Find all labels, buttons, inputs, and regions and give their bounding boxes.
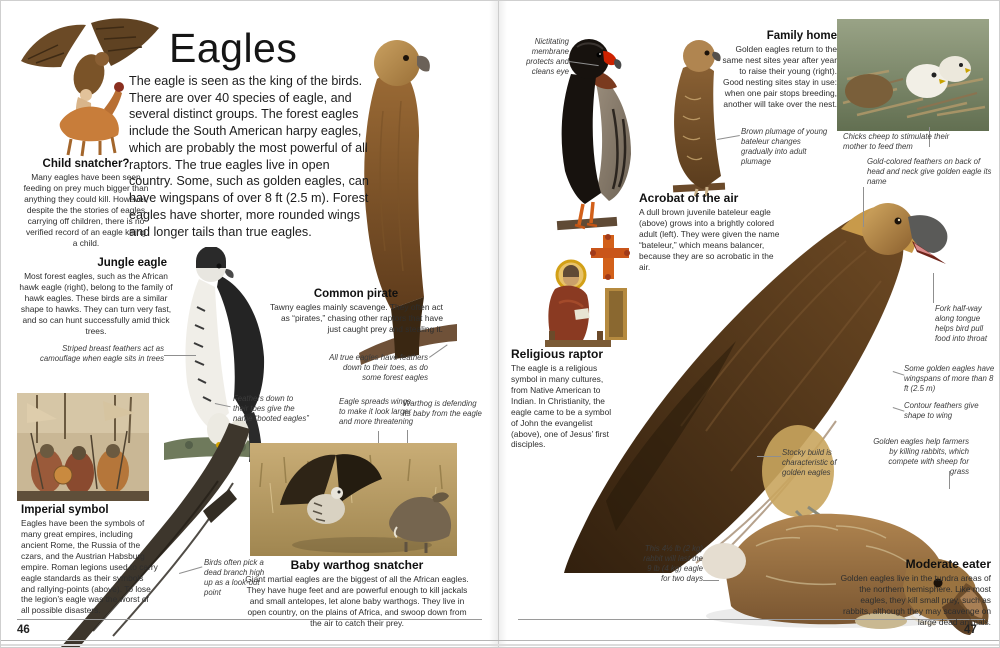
page-bottom-edge: [1, 640, 1000, 641]
section-body: Golden eagles return to the same nest sites year after year to raise their young (right). Good nesting sites stay in use: when one pair stops breeding, another will take over the nest.: [722, 44, 837, 109]
leader-line: [933, 273, 934, 303]
intro-paragraph: The eagle is seen as the king of the birds. There are over 40 species of eagle, and several distinct groups. The forest eagles include the South American harpy eagles, which are probably the most powerful of all raptors. The true eagles live in open country. Some, such as golden eagles, can have wingspans of over 8 ft (2.5 m). Forest eagles have shorter, more rounded wings and longer tails than true eagles.: [129, 74, 369, 239]
leader-line: [757, 456, 781, 457]
leader-line: [703, 580, 719, 581]
section-body: Giant martial eagles are the biggest of all the African eagles. They have huge feet and are powerful enough to kill jackals and small antelopes, let alone baby warthogs. They live in open country, on the plains of Africa, and swoop down from the air to catch their prey.: [245, 574, 469, 628]
annotation-help-farmers: Golden eagles help farmers by killing rabbits, which compete with sheep for grass: [873, 437, 969, 476]
leader-line: [378, 431, 379, 443]
gutter-line: [498, 1, 499, 648]
section-common-pirate: [269, 288, 443, 335]
section-baby-warthog-snatcher: [241, 558, 473, 629]
martial-eagle-warthog-photo: [250, 443, 457, 556]
annotation-warthog-defending: Warthog is defending its baby from the eagle: [403, 399, 482, 418]
page-title: Eagles: [169, 25, 298, 71]
annotation-contour-feathers: Contour feathers give shape to wing: [904, 401, 979, 420]
section-body: Most forest eagles, such as the African hawk eagle (right), belong to the family of hawk eagles. These birds are a similar shape to hawks. They can turn very fast, and so can hunt successfully amid thick trees.: [19, 271, 173, 336]
leader-line: [407, 430, 408, 443]
annotation-striped-breast: Striped breast feathers act as camouflage when eagle sits in trees: [40, 344, 164, 363]
section-heading: Baby warthog snatcher: [290, 558, 424, 572]
annotation-feathers-to-toes: Feathers down to their toes give the name “booted eagles”: [233, 394, 309, 423]
annotation-brown-plumage: Brown plumage of young bateleur changes gradually into adult plumage: [741, 127, 828, 166]
annotation-all-true-eagles: All true eagles have feathers down to their toes, as do some forest eagles: [329, 353, 428, 382]
section-body: Many eagles have been seen feeding on prey much bigger than anything they could kill. However, despite the the stories of eagles carrying off children, there is no verified record of an eagle killing a child.: [23, 172, 149, 248]
section-family-home: [721, 30, 837, 110]
section-heading: Jungle eagle: [97, 257, 167, 269]
roman-legion-painting: [17, 393, 149, 501]
section-body: Tawny eagles mainly scavenge. They often act as “pirates,” chasing other raptors that have just caught prey and stealing it.: [269, 302, 443, 334]
annotation-eagle-spreads-wings: Eagle spreads wings to make it look larger and more threatening: [339, 397, 414, 426]
section-body: The eagle is a religious symbol in many cultures, from Native American to Indian. In Christianity, the eagle came to be a symbol of John the evangelist (above), one of Jesus’ first disciples.: [511, 363, 612, 450]
section-body: A dull brown juvenile bateleur eagle (above) grows into a brightly colored adult (left). They were given the name “bateleur,” which means balancer, because they are so acrobatic in the air.: [639, 207, 780, 272]
section-imperial-symbol: [21, 504, 159, 616]
section-acrobat-of-the-air: [639, 191, 781, 273]
annotation-rabbit-meal: This 4½ lb (2 kg) rabbit will last the 9 lb (4 kg) eagle for two days: [643, 544, 703, 583]
section-heading: Common pirate: [313, 288, 399, 300]
leader-line: [863, 187, 864, 227]
right-page-number: 47: [964, 624, 977, 636]
section-heading: Acrobat of the air: [639, 191, 739, 205]
left-page-number: 46: [17, 624, 30, 636]
annotation-gold-feathers: Gold-colored feathers on back of head and neck give golden eagle its name: [867, 157, 992, 186]
section-heading: Imperial symbol: [21, 504, 109, 516]
annotation-wingspans: Some golden eagles have wingspans of more than 8 ft (2.5 m): [904, 364, 995, 393]
section-jungle-eagle: [19, 257, 173, 337]
annotation-stocky-build: Stocky build is characteristic of golden eagles: [782, 448, 837, 477]
leader-line: [164, 355, 196, 356]
annotation-fork-in-tongue: Fork half-way along tongue helps bird pull food into throat: [935, 304, 988, 343]
section-body: Eagles have been the symbols of many great empires, including ancient Rome, the Russia of the czars, and the Austrian Habsburg empire. Roman legions used to carry eagle standards as their symbols and rallying-points (above). To lose the legion’s eagle was the worst of all possible disasters.: [21, 518, 158, 616]
eagle-nest-photo: [837, 19, 989, 131]
page-stack-edge: [1, 644, 1000, 646]
section-child-snatcher: [23, 158, 149, 248]
section-religious-raptor: [511, 347, 617, 450]
section-heading: Religious raptor: [511, 347, 604, 361]
section-heading: Family home: [766, 30, 837, 42]
section-moderate-eater: [836, 557, 991, 628]
section-heading: Child snatcher?: [42, 158, 130, 170]
annotation-birds-pick-branch: Birds often pick a dead branch high up as a look-out point: [204, 558, 265, 597]
annotation-nictitating-membrane: Nictitating membrane protects and cleans eye: [526, 37, 569, 76]
annotation-chicks-cheep: Chicks cheep to stimulate their mother to feed them: [843, 132, 950, 151]
section-body: Golden eagles live in the tundra areas of the northern hemisphere. Like most eagles, they kill small prey, such as rabbits, although they may scavenge on large dead animals.: [840, 573, 991, 627]
section-heading: Moderate eater: [905, 557, 991, 571]
